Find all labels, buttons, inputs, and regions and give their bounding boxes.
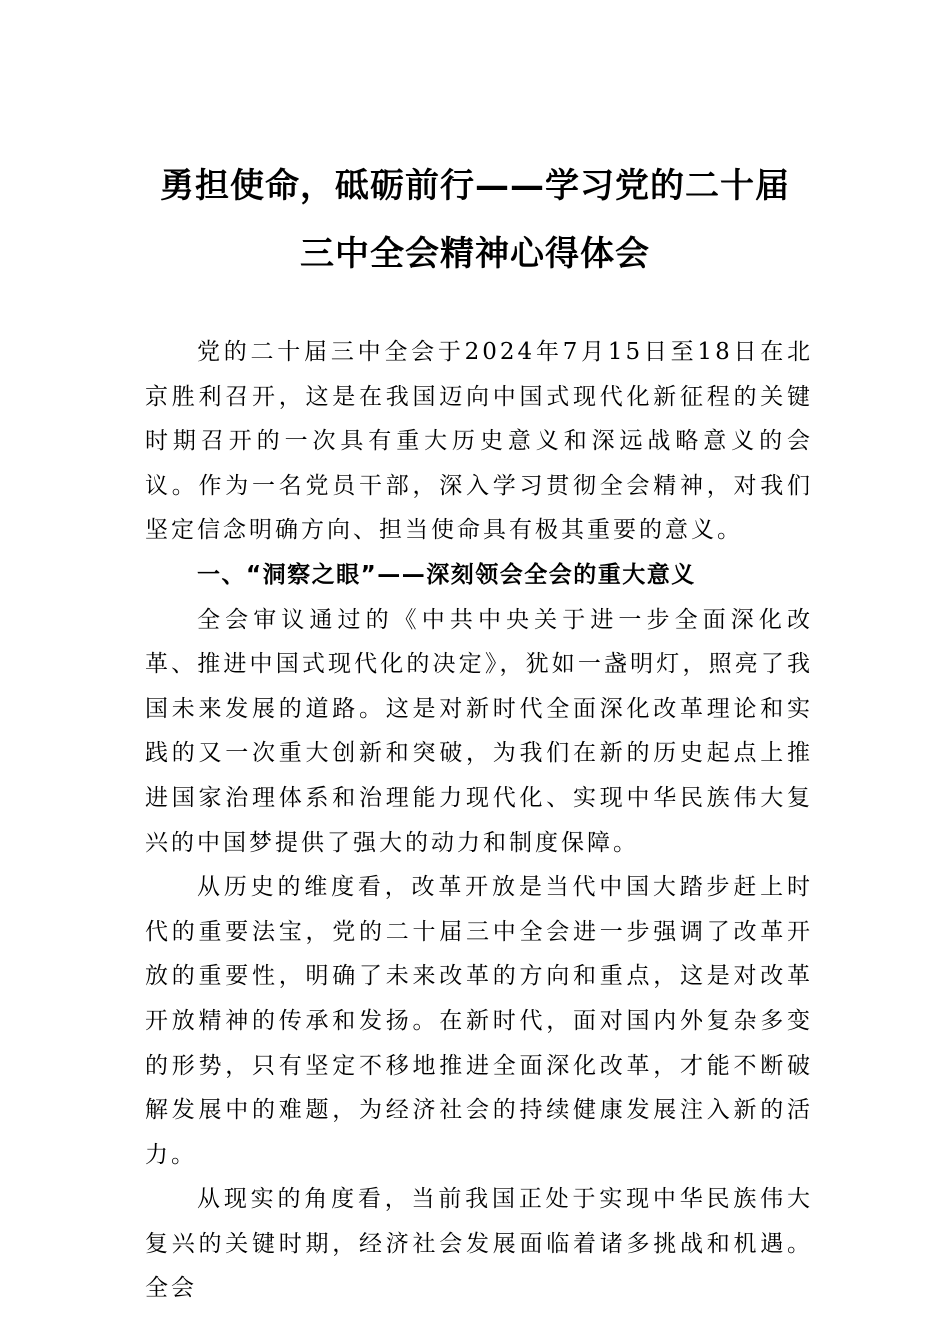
document-title-line-1: 勇担使命，砥砺前行——学习党的二十届 bbox=[160, 166, 790, 206]
body-paragraph-1: 全会审议通过的《中共中央关于进一步全面深化改革、推进中国式现代化的决定》，犹如一盏明灯，照亮了我国未来发展的道路。这是对新时代全面深化改革理论和实践的又一次重大创新和突破，为我们在新的历史起点上推进国家治理体系和治理能力现代化、实现中华民族伟大复兴的中国梦提供了强大的动力和制度保障。 bbox=[145, 606, 813, 856]
body-paragraph-3: 从现实的角度看，当前我国正处于实现中华民族伟大复兴的关键时期，经济社会发展面临着诸多挑战和机遇。全会 bbox=[145, 1186, 813, 1302]
body-paragraph-2: 从历史的维度看，改革开放是当代中国大踏步赶上时代的重要法宝，党的二十届三中全会进一步强调了改革开放的重要性，明确了未来改革的方向和重点，这是对改革开放精神的传承和发扬。在新时代，面对国内外复杂多变的形势，只有坚定不移地推进全面深化改革，才能不断破解发展中的难题，为经济社会的持续健康发展注入新的活力。 bbox=[145, 874, 813, 1168]
document-title-line-2: 三中全会精神心得体会 bbox=[300, 234, 650, 274]
document-body bbox=[145, 330, 813, 1311]
section-heading: 一、“洞察之眼”——深刻领会全会的重大意义 bbox=[197, 561, 696, 588]
intro-paragraph: 党的二十届三中全会于2024年7月15日至18日在北京胜利召开，这是在我国迈向中国式现代化新征程的关键时期召开的一次具有重大历史意义和深远战略意义的会议。作为一名党员干部，深入学习贯彻全会精神，对我们坚定信念明确方向、担当使命具有极其重要的意义。 bbox=[145, 339, 813, 544]
